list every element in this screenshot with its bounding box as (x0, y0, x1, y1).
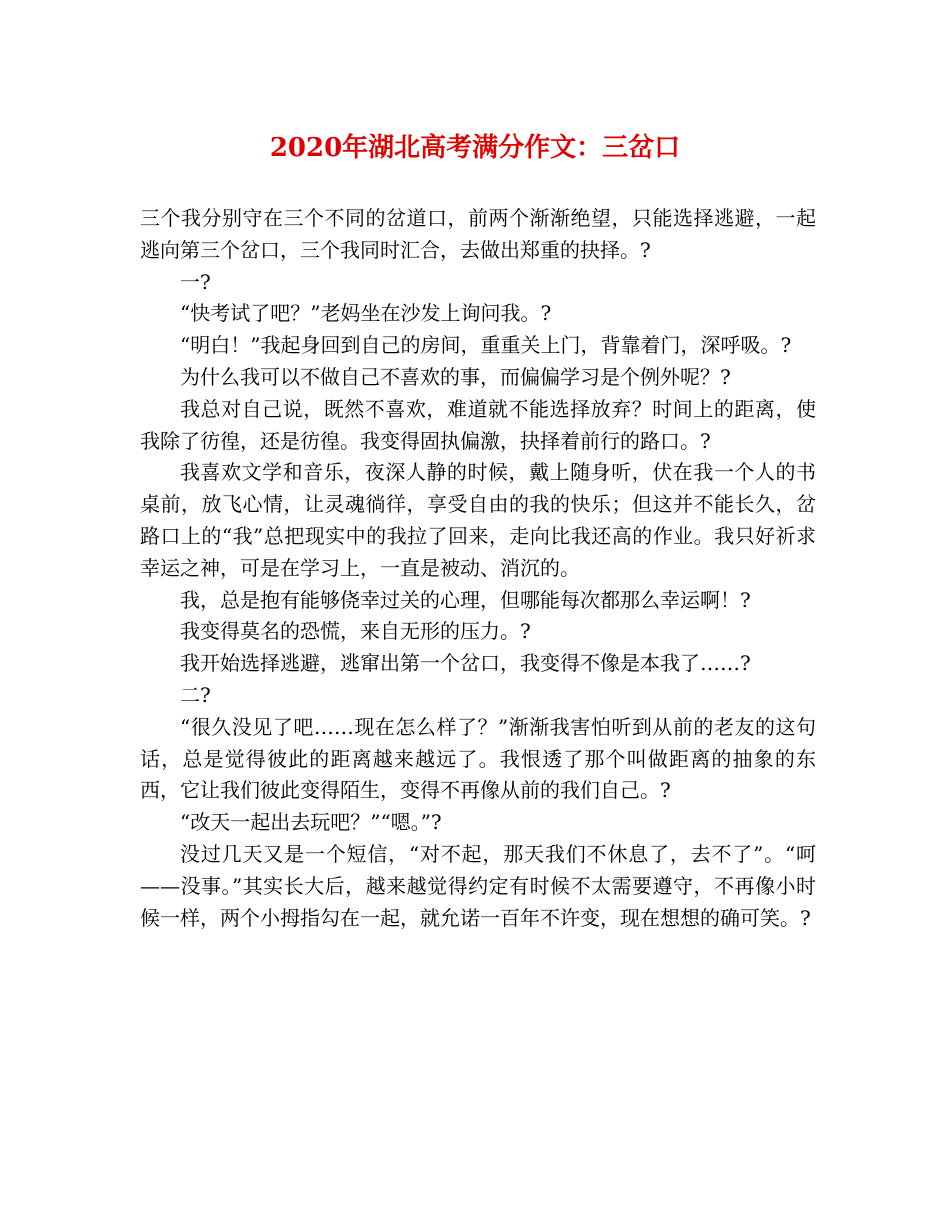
document-body (140, 203, 816, 934)
paragraph: 二? (180, 682, 211, 707)
document-title: 2020年湖北高考满分作文：三岔口 (269, 133, 681, 163)
paragraph: 我喜欢文学和音乐，夜深人静的时候，戴上随身听，伏在我一个人的书桌前，放飞心情，让灵魂徜徉，享受自由的我的快乐；但这并不能长久，岔路口上的“我”总把现实中的我拉了回来，走向比我还高的作业。我只好祈求幸运之神，可是在学习上，一直是被动、消沉的。 (140, 460, 816, 580)
paragraph: 没过几天又是一个短信，“对不起，那天我们不休息了，去不了”。“呵——没事。”其实长大后，越来越觉得约定有时候不太需要遵守，不再像小时候一样，两个小拇指勾在一起，就允诺一百年不许变，现在想想的确可笑。? (140, 841, 816, 930)
paragraph: 三个我分别守在三个不同的岔道口，前两个渐渐绝望，只能选择逃避，一起逃向第三个岔口，三个我同时汇合，去做出郑重的抉择。? (140, 206, 816, 262)
paragraph: 为什么我可以不做自己不喜欢的事，而偏偏学习是个例外呢？? (180, 364, 731, 389)
paragraph: “明白！”我起身回到自己的房间，重重关上门，背靠着门，深呼吸。? (180, 333, 792, 358)
paragraph: 我开始选择逃避，逃窜出第一个岔口，我变得不像是本我了……? (180, 651, 751, 676)
paragraph: “改天一起出去玩吧？”“嗯。”? (180, 810, 442, 835)
paragraph: 一? (180, 269, 211, 294)
paragraph: “很久没见了吧……现在怎么样了？”渐渐我害怕听到从前的老友的这句话，总是觉得彼此的距离越来越远了。我恨透了那个叫做距离的抽象的东西，它让我们彼此变得陌生，变得不再像从前的我们自己。? (140, 714, 816, 803)
paragraph: 我总对自己说，既然不喜欢，难道就不能选择放弃？时间上的距离，使我除了彷徨，还是彷徨。我变得固执偏激，抉择着前行的路口。? (140, 396, 816, 453)
paragraph: 我变得莫名的恐慌，来自无形的压力。? (180, 619, 531, 644)
paragraph: “快考试了吧？”老妈坐在沙发上询问我。? (180, 301, 552, 326)
paragraph: 我，总是抱有能够侥幸过关的心理，但哪能每次都那么幸运啊！? (180, 587, 751, 612)
